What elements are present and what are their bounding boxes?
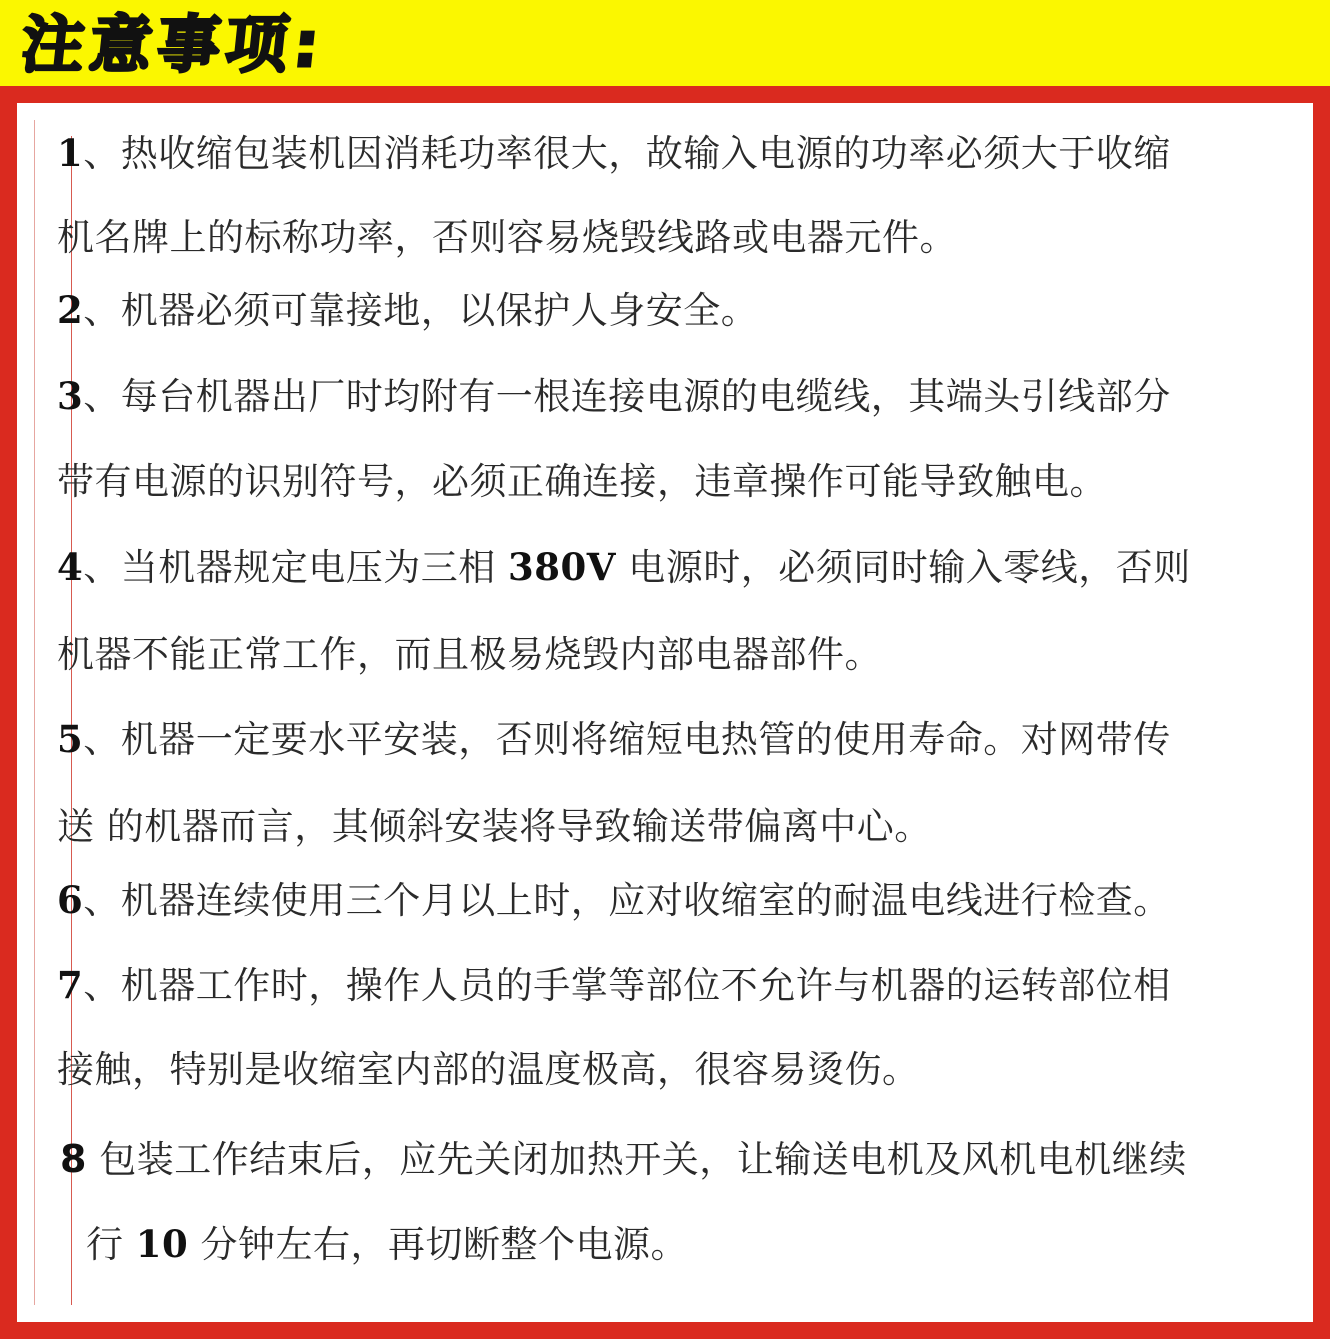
note-8-duration: 10 [135, 1222, 189, 1266]
note-5-text-cont: 送 的机器而言，其倾斜安装将导致输送带偏离中心。 [57, 805, 932, 848]
note-3-text-cont: 带有电源的识别符号，必须正确连接，违章操作可能导致触电。 [57, 460, 1107, 503]
note-2-text: 、机器必须可靠接地，以保护人身安全。 [83, 289, 759, 332]
note-7-number: 7 [57, 963, 84, 1007]
note-6-line-1 [57, 876, 1171, 925]
note-6-number: 6 [57, 878, 84, 922]
note-4-line-1 [57, 543, 1191, 592]
note-3-line-2 [57, 458, 1107, 506]
note-2-number: 2 [57, 288, 84, 332]
note-5-line-2 [57, 803, 932, 851]
note-4-number: 4 [57, 545, 84, 589]
page-title: 注意事项: [18, 8, 329, 81]
note-1-text-cont: 机名牌上的标称功率，否则容易烧毁线路或电器元件。 [57, 216, 957, 259]
note-7-line-2 [57, 1046, 920, 1094]
note-8-text: 包装工作结束后，应先关闭加热开关，让输送电机及风机电机继续 [86, 1138, 1187, 1181]
note-3-number: 3 [57, 374, 84, 418]
note-8-text-pre: 行 [86, 1223, 136, 1266]
note-8-text-post: 分钟左右，再切断整个电源。 [188, 1223, 689, 1266]
note-1-text: 、热收缩包装机因消耗功率很大，故输入电源的功率必须大于收缩 [83, 132, 1171, 175]
note-5-text: 、机器一定要水平安装，否则将缩短电热管的使用寿命。对网带传 [83, 718, 1171, 761]
note-8-number: 8 [60, 1137, 87, 1181]
note-1-line-2 [57, 214, 957, 262]
note-1-line-1 [57, 129, 1171, 178]
note-4-text-cont: 机器不能正常工作，而且极易烧毁内部电器部件。 [57, 633, 882, 676]
note-8-line-2 [86, 1220, 688, 1269]
note-7-text-cont: 接触，特别是收缩室内部的温度极高，很容易烫伤。 [57, 1048, 920, 1091]
note-8-line-1 [60, 1135, 1187, 1184]
note-3-line-1 [57, 372, 1171, 421]
note-7-text: 、机器工作时，操作人员的手掌等部位不允许与机器的运转部位相 [83, 964, 1171, 1007]
note-7-line-1 [57, 961, 1171, 1010]
note-5-line-1 [57, 715, 1171, 764]
note-4-text: 、当机器规定电压为三相 [83, 546, 509, 589]
note-4-voltage: 380V [508, 545, 616, 589]
header-bar [0, 0, 1330, 86]
note-6-text: 、机器连续使用三个月以上时，应对收缩室的耐温电线进行检查。 [83, 879, 1171, 922]
note-2-line-1 [57, 286, 758, 335]
note-3-text: 、每台机器出厂时均附有一根连接电源的电缆线，其端头引线部分 [83, 375, 1171, 418]
note-4-line-2 [57, 631, 882, 679]
note-4-text-post: 电源时，必须同时输入零线，否则 [615, 546, 1191, 589]
note-1-number: 1 [57, 131, 84, 175]
note-5-number: 5 [57, 717, 84, 761]
